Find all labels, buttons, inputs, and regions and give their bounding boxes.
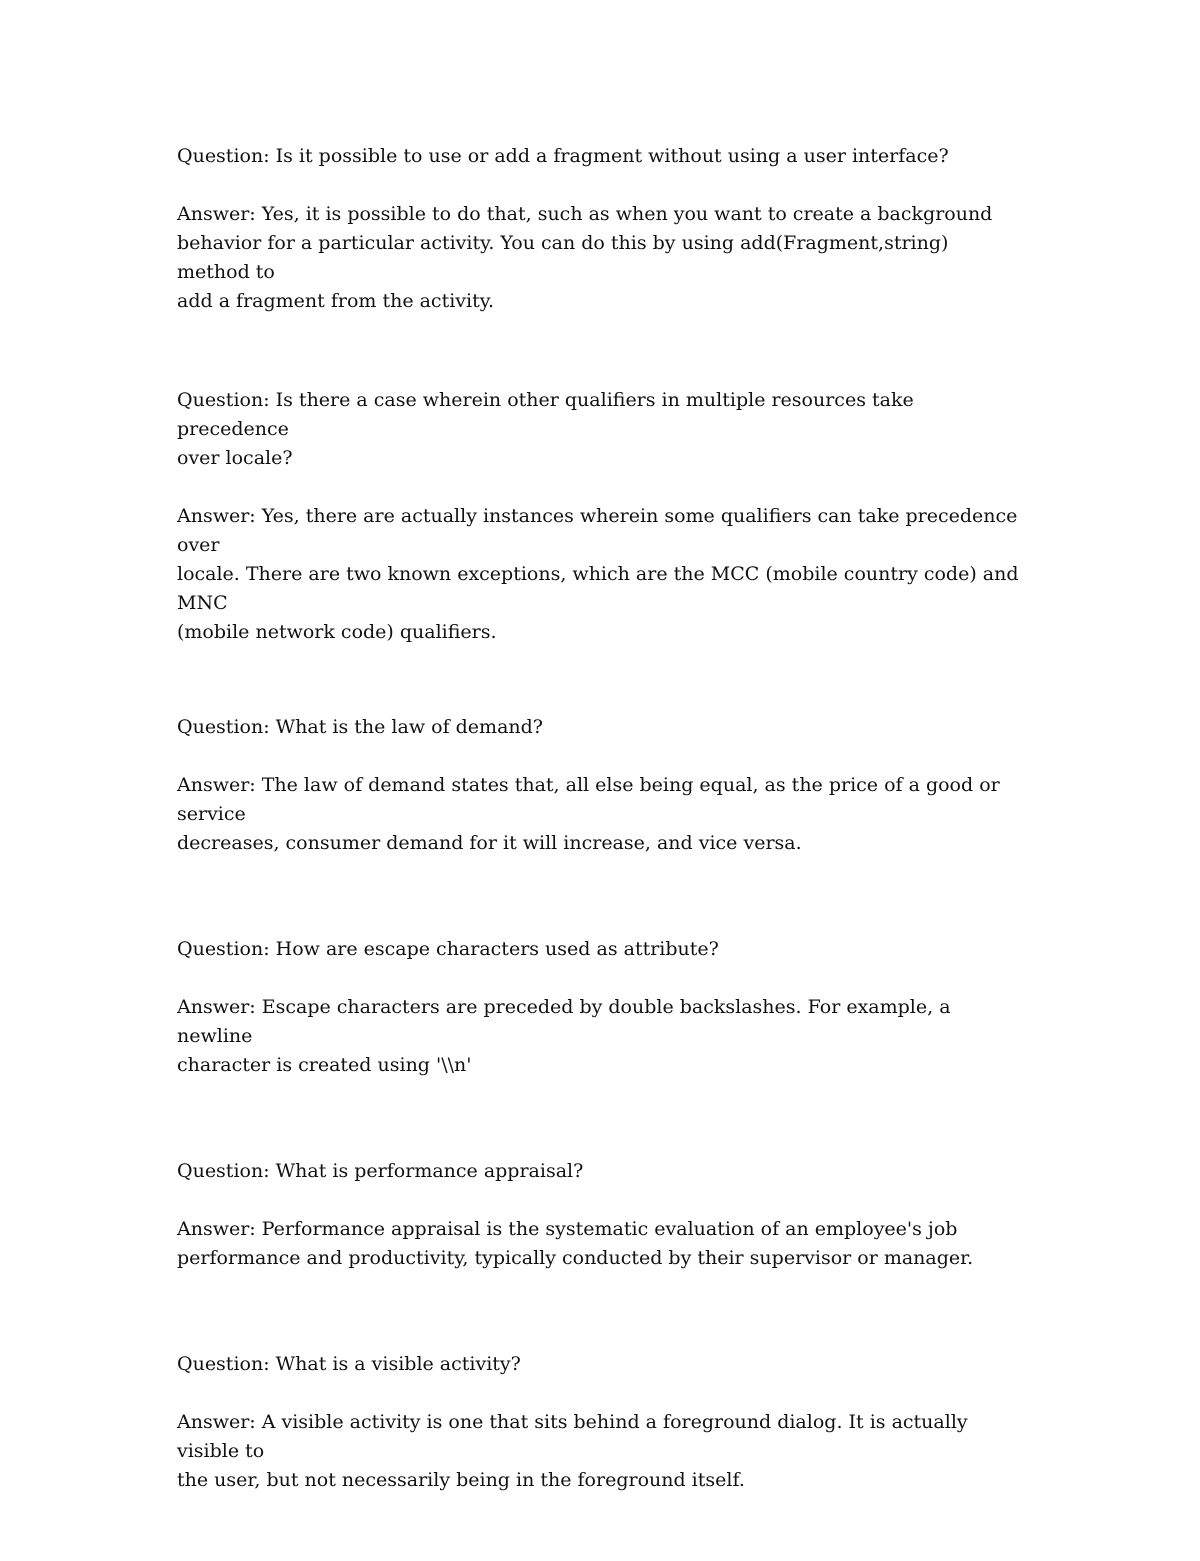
qa-block-5 — [177, 1157, 1027, 1273]
question-text: Question: What is performance appraisal? — [177, 1160, 584, 1182]
question-text: Question: What is the law of demand? — [177, 716, 543, 738]
answer-text: Answer: Escape characters are preceded by double backslashes. For example, a newline character is created using '\\n' — [177, 996, 951, 1076]
qa-block-3 — [177, 713, 1027, 858]
question-text: Question: Is there a case wherein other qualifiers in multiple resources take precedence over locale? — [177, 389, 914, 469]
qa-block-6 — [177, 1350, 1027, 1495]
answer-text: Answer: Yes, it is possible to do that, such as when you want to create a background behavior for a particular activity. You can do this by using add(Fragment,string) method to add a fragment from the activity. — [177, 203, 993, 312]
qa-block-4 — [177, 935, 1027, 1080]
answer-text: Answer: Performance appraisal is the systematic evaluation of an employee's job performance and productivity, typically conducted by their supervisor or manager. — [177, 1218, 974, 1269]
qa-block-1 — [177, 142, 1027, 316]
answer-text: Answer: Yes, there are actually instances wherein some qualifiers can take precedence over locale. There are two known exceptions, which are the MCC (mobile country code) and MNC (mobile network code) qualifiers. — [177, 505, 1019, 643]
question-text: Question: How are escape characters used as attribute? — [177, 938, 719, 960]
document-body — [177, 142, 1027, 1561]
question-text: Question: Is it possible to use or add a fragment without using a user interface? — [177, 145, 949, 167]
qa-block-2 — [177, 386, 1027, 647]
question-text: Question: What is a visible activity? — [177, 1353, 521, 1375]
answer-text: Answer: A visible activity is one that sits behind a foreground dialog. It is actually visible to the user, but not necessarily being in the foreground itself. — [177, 1411, 968, 1491]
answer-text: Answer: The law of demand states that, all else being equal, as the price of a good or service decreases, consumer demand for it will increase, and vice versa. — [177, 774, 1000, 854]
